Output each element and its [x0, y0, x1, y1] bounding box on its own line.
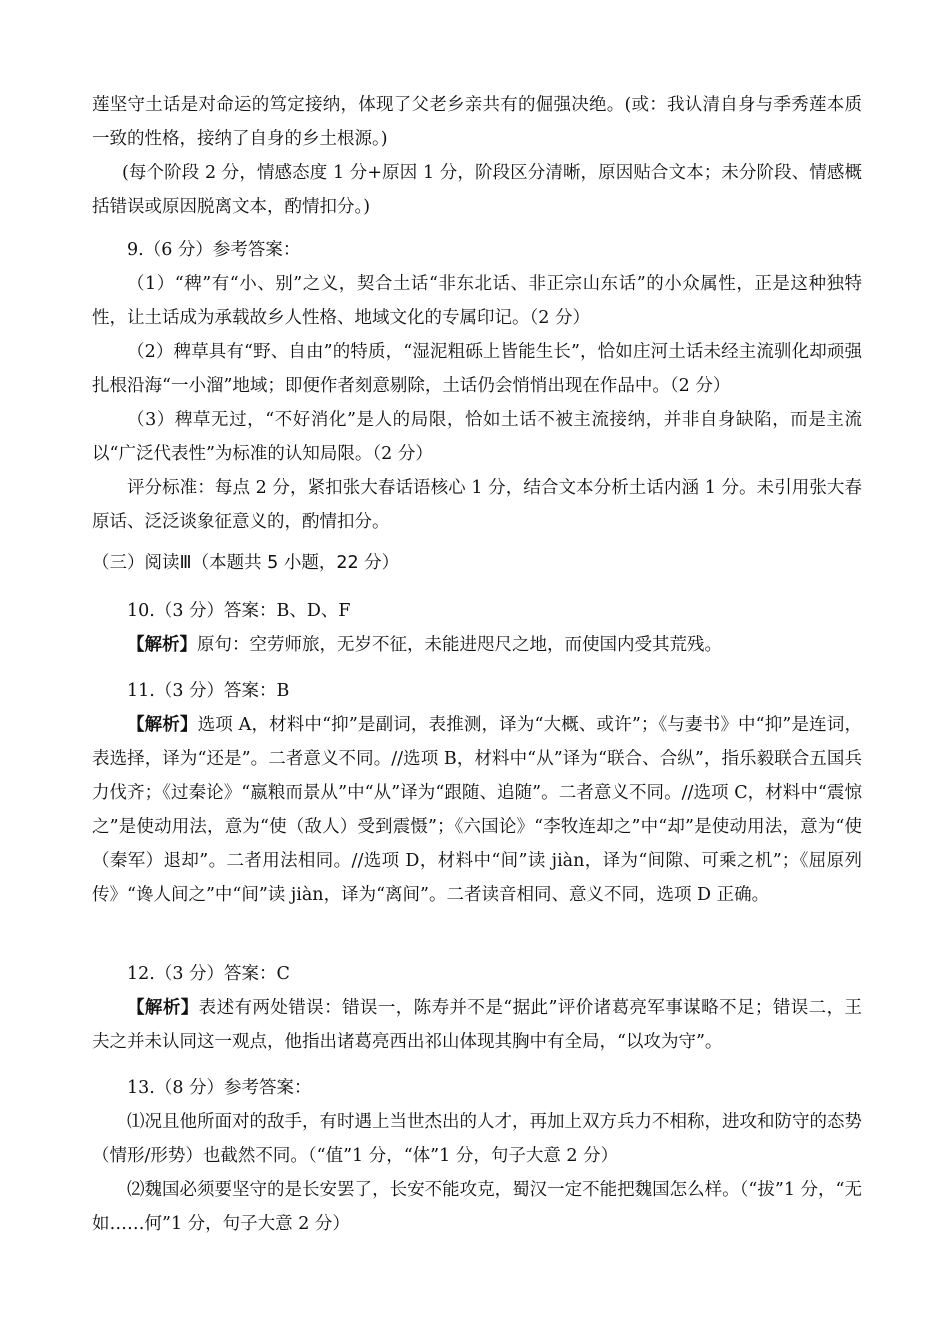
- q11-heading: 11.（3 分）答案：B: [127, 681, 290, 701]
- analysis-tag: 【解析】: [127, 715, 198, 735]
- q13-translation-1: ⑴况且他所面对的敌手，有时遇上当世杰出的人才，再加上双方兵力不相称，进攻和防守的态势（情形/形势）也截然不同。（“值”1 分，“体”1 分，句子大意 2 分）: [92, 1112, 862, 1166]
- q9-point-2: （2）稗草具有“野、自由”的特质，“湿泥粗砾上皆能生长”，恰如庄河土话未经主流驯化却顽强扎根沿海“一小溜”地域；即便作者刻意剔除，土话仍会悄悄出现在作品中。（2 分）: [92, 342, 862, 396]
- scoring-note-8: (每个阶段 2 分，情感态度 1 分+原因 1 分，阶段区分清晰，原因贴合文本；未分阶段、情感概括错误或原因脱离文本，酌情扣分。): [92, 163, 862, 217]
- q12-analysis: [92, 991, 862, 1059]
- analysis-text: 原句：空劳师旅，无岁不征，未能进咫尺之地，而使国内受其荒残。: [197, 635, 722, 655]
- q11-analysis: [92, 708, 862, 912]
- analysis-tag: 【解析】: [127, 998, 199, 1018]
- q9-point-1: （1）“稗”有“小、别”之义，契合土话“非东北话、非正宗山东话”的小众属性，正是这种独特性，让土话成为承载故乡人性格、地域文化的专属印记。（2 分）: [92, 274, 862, 328]
- q9-heading: 9.（6 分）参考答案：: [127, 240, 301, 260]
- q10-heading: 10.（3 分）答案：B、D、F: [127, 601, 351, 621]
- answer-8-continuation: 莲坚守土话是对命运的笃定接纳，体现了父老乡亲共有的倔强决绝。(或：我认清自身与季秀莲本质一致的性格，接纳了自身的乡土根源。): [92, 95, 862, 149]
- q13-translation-2: ⑵魏国必须要坚守的是长安罢了，长安不能攻克，蜀汉一定不能把魏国怎么样。（“拔”1 分，“无如……何”1 分，句子大意 2 分）: [92, 1180, 862, 1234]
- analysis-text: 表述有两处错误：错误一，陈寿并不是“据此”评价诸葛亮军事谋略不足；错误二，王夫之并未认同这一观点，他指出诸葛亮西出祁山体现其胸中有全局，“以攻为守”。: [92, 998, 863, 1052]
- analysis-text: 选项 A，材料中“抑”是副词，表推测，译为“大概、或许”；《与妻书》中“抑”是连词，表选择，译为“还是”。二者意义不同。//选项 B，材料中“从”译为“联合、合纵”，指乐毅联合五国兵力伐齐；《过秦论》“嬴粮而景从”中“从”译为“跟随、追随”。二者意义不同。//选项 C，材料中“震惊之”是使动用法，意为“使（敌人）受到震慑”；《六国论》“李牧连却之”中“却”是使动用法，意为“使（秦军）退却”。二者用法相同。//选项 D，材料中“间”读 jiàn，译为“间隙、可乘之机”；《屈原列传》“谗人间之”中“间”读 jiàn，译为“离间”。二者读音相同、意义不同，选项 D 正确。: [92, 715, 862, 905]
- q10-analysis: [92, 628, 862, 662]
- q13-heading: 13.（8 分）参考答案：: [127, 1078, 312, 1098]
- q9-scoring-standard: 评分标准：每点 2 分，紧扣张大春话语核心 1 分，结合文本分析土话内涵 1 分。未引用张大春原话、泛泛谈象征意义的，酌情扣分。: [92, 478, 862, 532]
- q9-point-3: （3）稗草无过，“不好消化”是人的局限，恰如土话不被主流接纳，并非自身缺陷，而是主流以“广泛代表性”为标准的认知局限。（2 分）: [92, 410, 862, 464]
- q12-heading: 12.（3 分）答案：C: [127, 964, 290, 984]
- section-3-heading: （三）阅读Ⅲ（本题共 5 小题，22 分）: [92, 553, 400, 573]
- analysis-tag: 【解析】: [127, 635, 197, 655]
